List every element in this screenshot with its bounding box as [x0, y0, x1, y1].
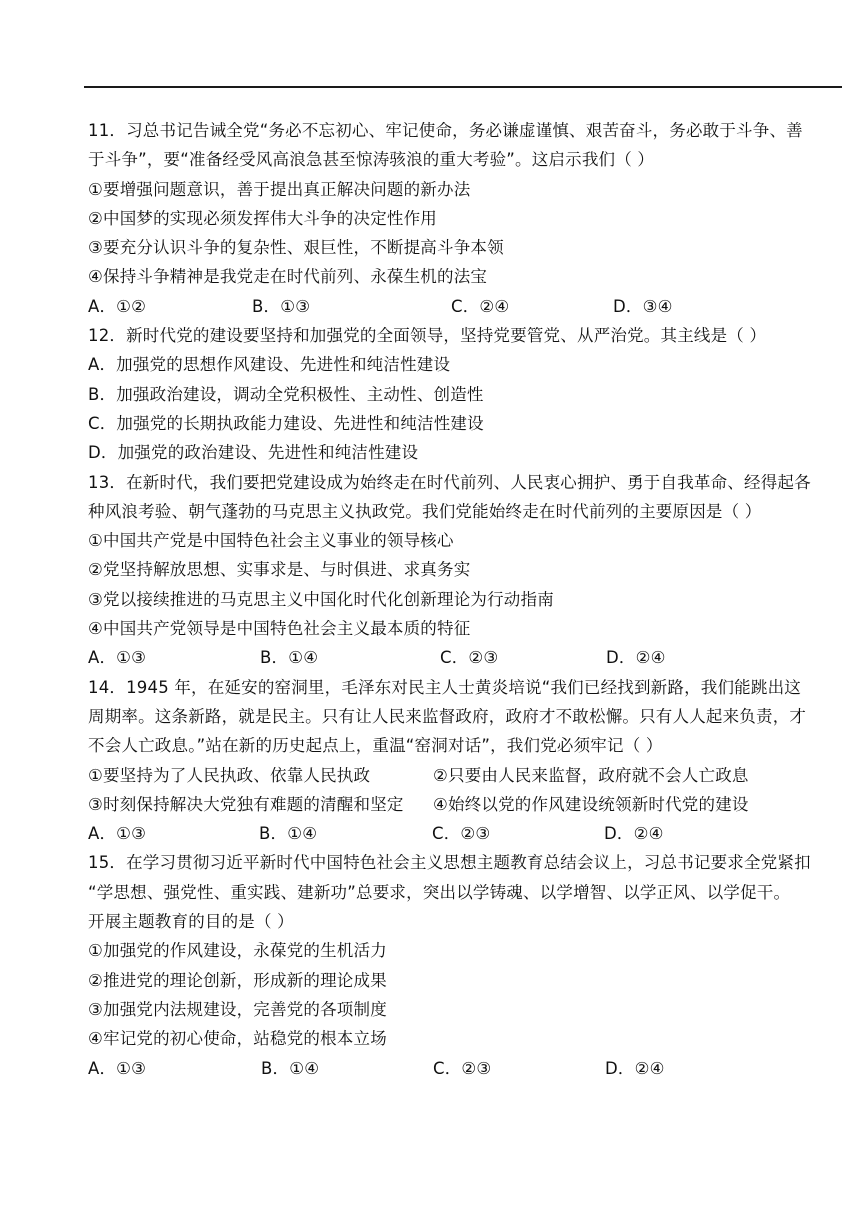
question-stem-line: 11．习总书记告诫全党“务必不忘初心、牢记使命，务必谦虚谨慎、艰苦奋斗，务必敢于斗争、善 [88, 121, 803, 140]
statement-item: ①加强党的作风建设，永葆党的生机活力 [88, 941, 387, 961]
option-b[interactable]: B．加强政治建设，调动全党积极性、主动性、创造性 [88, 384, 484, 404]
option-a[interactable]: A．加强党的思想作风建设、先进性和纯洁性建设 [88, 355, 451, 375]
option-a[interactable]: A．①③ [88, 1058, 147, 1078]
question-stem-line: 种风浪考验、朝气蓬勃的马克思主义执政党。我们党能始终走在时代前列的主要原因是（ ） [88, 501, 762, 521]
statement-item: ④中国共产党领导是中国特色社会主义最本质的特征 [88, 619, 471, 639]
answer-options [88, 643, 844, 672]
option-d[interactable]: D．②④ [605, 1058, 665, 1078]
question-11 [88, 116, 844, 321]
option-b[interactable]: B．①④ [259, 824, 318, 844]
statement-item: ④始终以党的作风建设统领新时代党的建设 [433, 794, 749, 814]
option-d[interactable]: D．②④ [606, 648, 666, 668]
question-15 [88, 848, 844, 1082]
statement-item: ③要充分认识斗争的复杂性、艰巨性，不断提高斗争本领 [88, 238, 504, 258]
option-c[interactable]: C．②③ [433, 1058, 492, 1078]
question-12 [88, 321, 844, 467]
statement-pair [88, 790, 844, 819]
statement-item: ②只要由人民来监督，政府就不会人亡政息 [433, 765, 749, 785]
statement-item: ①要坚持为了人民执政、依靠人民执政 [88, 765, 371, 785]
option-c[interactable]: C．②③ [440, 648, 499, 668]
statement-item: ③党以接续推进的马克思主义中国化时代化创新理论为行动指南 [88, 589, 554, 609]
option-d[interactable]: D．加强党的政治建设、先进性和纯洁性建设 [88, 443, 419, 463]
option-a[interactable]: A．①③ [88, 648, 147, 668]
option-a[interactable]: A．①② [88, 296, 147, 316]
option-d[interactable]: D．②④ [604, 824, 664, 844]
option-a[interactable]: A．①③ [88, 824, 147, 844]
statement-item: ③加强党内法规建设，完善党的各项制度 [88, 999, 387, 1019]
question-13 [88, 468, 844, 673]
answer-options [88, 292, 844, 321]
statement-item: ④牢记党的初心使命，站稳党的根本立场 [88, 1029, 387, 1049]
option-c[interactable]: C．②④ [451, 296, 510, 316]
question-stem-line: 14．1945 年，在延安的窑洞里，毛泽东对民主人士黄炎培说“我们已经找到新路，我们能跳出这 [88, 677, 801, 697]
statement-item: ①要增强问题意识，善于提出真正解决问题的新办法 [88, 179, 471, 199]
statement-item: ②推进党的理论创新，形成新的理论成果 [88, 970, 387, 990]
question-stem-line: 不会人亡政息。”站在新的历史起点上，重温“窑洞对话”，我们党必须牢记（ ） [88, 736, 663, 756]
answer-options [88, 1054, 844, 1083]
statement-item: ②中国梦的实现必须发挥伟大斗争的决定性作用 [88, 208, 437, 228]
header-rule [84, 86, 842, 88]
statement-item: ③时刻保持解决大党独有难题的清醒和坚定 [88, 794, 404, 814]
statement-item: ④保持斗争精神是我党走在时代前列、永葆生机的法宝 [88, 267, 488, 287]
question-stem-line: 开展主题教育的目的是（ ） [88, 912, 294, 932]
option-b[interactable]: B．①④ [260, 648, 319, 668]
question-stem-line: “学思想、强党性、重实践、建新功”总要求，突出以学铸魂、以学增智、以学正风、以学促干。 [88, 882, 791, 902]
option-b[interactable]: B．①③ [252, 296, 311, 316]
question-list [88, 116, 844, 1083]
question-stem-line: 13．在新时代，我们要把党建设成为始终走在时代前列、人民衷心拥护、勇于自我革命、经得起各 [88, 472, 811, 492]
question-stem-line: 于斗争”，要“准备经受风高浪急甚至惊涛骇浪的重大考验”。这启示我们（ ） [88, 150, 655, 170]
statement-item: ②党坚持解放思想、实事求是、与时俱进、求真务实 [88, 560, 471, 580]
option-c[interactable]: C．②③ [432, 824, 491, 844]
question-stem-line: 周期率。这条新路，就是民主。只有让人民来监督政府，政府才不敢松懈。只有人人起来负责，才 [88, 706, 807, 726]
statement-pair [88, 761, 844, 790]
question-stem-line: 12．新时代党的建设要坚持和加强党的全面领导，坚持党要管党、从严治党。其主线是（ ） [88, 326, 767, 346]
option-d[interactable]: D．③④ [613, 296, 673, 316]
question-stem-line: 15．在学习贯彻习近平新时代中国特色社会主义思想主题教育总结会议上，习总书记要求全党紧扣 [88, 853, 811, 873]
option-c[interactable]: C．加强党的长期执政能力建设、先进性和纯洁性建设 [88, 413, 484, 433]
answer-options [88, 819, 844, 848]
option-b[interactable]: B．①④ [261, 1058, 320, 1078]
statement-item: ①中国共产党是中国特色社会主义事业的领导核心 [88, 531, 454, 551]
question-14 [88, 673, 844, 849]
